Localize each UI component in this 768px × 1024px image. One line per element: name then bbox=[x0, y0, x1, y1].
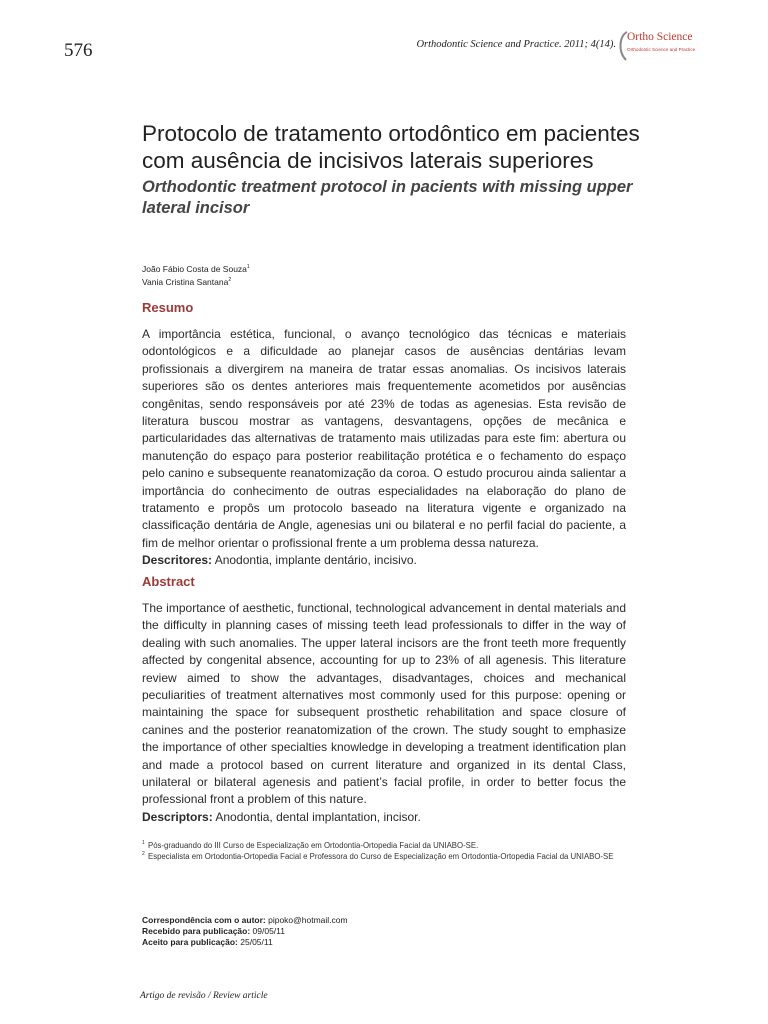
received-date bbox=[142, 926, 348, 937]
keywords-label: Descritores: bbox=[142, 553, 213, 568]
footnote-text: Pós-graduando do III Curso de Especialização em Ortodontia-Ortopedia Facial da UNIABO-SE. bbox=[148, 841, 479, 850]
logo-subtitle: Orthodontic Science and Practice bbox=[627, 47, 696, 52]
resumo-section bbox=[142, 300, 626, 570]
footnote-1 bbox=[142, 840, 622, 851]
resumo-keywords bbox=[142, 552, 626, 569]
received-value: 09/05/11 bbox=[250, 926, 285, 936]
resumo-heading: Resumo bbox=[142, 300, 194, 315]
resumo-body: A importância estética, funcional, o avanço tecnológico das técnicas e materiais odontológicos e a dificuldade ao planejar casos de ausências dentárias levam profissionais a divergirem na maneira de tratar essas anomalias. Os incisivos laterais superiores são os dentes anteriores mais frequentemente acometidos por ausências congênitas, sendo responsáveis por até 23% de todas as agenesias. Esta revisão de literatura buscou mostrar as vantagens, desvantagens, opções de mecânica e particularidades das alternativas de tratamento mais utilizadas para este fim: abertura ou manutenção do espaço para posterior reabilitação protética e o fechamento do espaço pelo canino e subsequente reanatomização da coroa. O estudo procurou ainda salientar a importância do conhecimento de outras especialidades na elaboração do plano de tratamento e propôs um protocolo baseado na literatura vigente e organizado na classificação dentária de Angle, agenesias uni ou bilateral e no perfil facial do paciente, a fim de melhor orientar o profissional frente a um problema dessa natureza. bbox=[142, 327, 626, 550]
footnote-text: Especialista em Ortodontia-Ortopedia Facial e Professora do Curso de Especialização em Ortodontia-Ortopedia Facial da UNIABO-SE bbox=[148, 852, 614, 861]
title-block bbox=[142, 120, 642, 219]
footnotes bbox=[142, 840, 622, 862]
abstract-body: The importance of aesthetic, functional, technological advancement in dental materials and the difficulty in planning cases of missing teeth lead professionals to differ in the way of dealing with such anomalies. The upper lateral incisors are the front teeth more frequently affected by congenital absence, accounting for up to 23% of all agenesis. This literature review aimed to show the advantages, disadvantages, choices and mechanical peculiarities of treatment alternatives most commonly used for this purpose: opening or maintaining the space for subsequent prosthetic rehabilitation and space closure of canines and the posterior reanatomization of the crown. The study sought to emphasize the importance of other specialties knowledge in developing a treatment identification plan and made a protocol based on current literature and organized in its dental Class, unilateral or bilateral agenesis and patient’s facial profile, in order to better focus the professional front a problem of this nature. bbox=[142, 601, 626, 807]
abstract-section bbox=[142, 574, 626, 826]
keywords-label: Descriptors: bbox=[142, 809, 213, 824]
article-type: Artigo de revisão / Review article bbox=[140, 991, 268, 1001]
accepted-date bbox=[142, 937, 348, 948]
correspondence-label: Correspondência com o autor: bbox=[142, 915, 266, 925]
author-2 bbox=[142, 275, 250, 288]
author-list bbox=[142, 262, 250, 288]
author-1 bbox=[142, 262, 250, 275]
footnote-2 bbox=[142, 851, 622, 862]
received-label: Recebido para publicação: bbox=[142, 926, 251, 936]
accepted-value: 25/05/11 bbox=[237, 937, 273, 947]
abstract-keywords bbox=[142, 809, 626, 826]
accepted-label: Aceito para publicação: bbox=[142, 937, 238, 947]
author-name: João Fábio Costa de Souza bbox=[142, 263, 247, 274]
keywords-value: Anodontia, dental implantation, incisor. bbox=[212, 809, 421, 824]
correspondence-block bbox=[142, 915, 348, 948]
keywords-value: Anodontia, implante dentário, incisivo. bbox=[212, 553, 417, 568]
page-number: 576 bbox=[64, 40, 93, 61]
abstract-heading: Abstract bbox=[142, 574, 195, 589]
article-title-english: Orthodontic treatment protocol in pacients with missing upper lateral incisor bbox=[142, 178, 633, 217]
article-title-portuguese: Protocolo de tratamento ortodôntico em pacientes com ausência de incisivos laterais superiores bbox=[142, 121, 640, 173]
journal-reference: Orthodontic Science and Practice. 2011; 4(14). bbox=[416, 39, 616, 50]
author-mark: 1 bbox=[246, 264, 250, 270]
ortho-science-logo bbox=[617, 30, 696, 62]
footnote-mark: 1 bbox=[142, 840, 145, 846]
author-mark: 2 bbox=[228, 276, 232, 283]
logo-name: Ortho Science bbox=[627, 31, 693, 43]
author-name: Vania Cristina Santana bbox=[142, 276, 229, 287]
correspondence-email: pipoko@hotmail.com bbox=[265, 915, 348, 925]
correspondence-author bbox=[142, 915, 348, 926]
footnote-mark: 2 bbox=[142, 851, 145, 857]
